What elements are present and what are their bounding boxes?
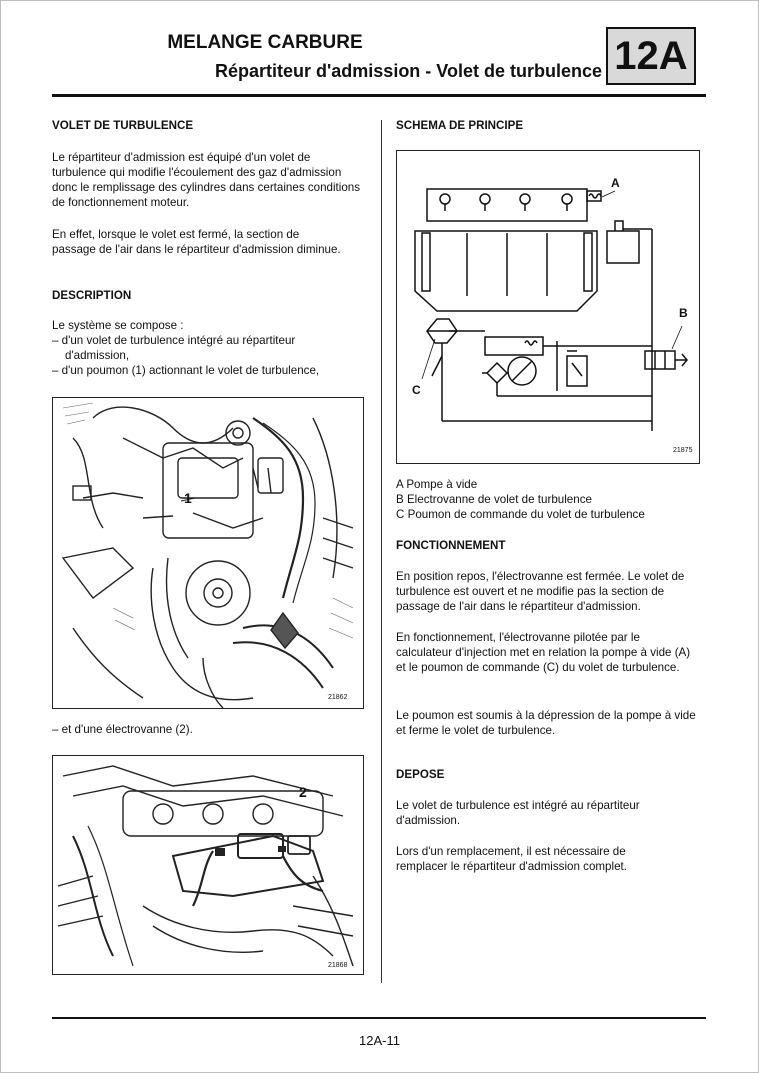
column-divider bbox=[381, 120, 382, 983]
page-subtitle: Répartiteur d'admission - Volet de turbulence bbox=[214, 61, 602, 81]
paragraph-fonctionnement: En fonctionnement, l'électrovanne pilotée par le calculateur d'injection met en relation la pompe à vide (A) et le poumon de commande (C) du volet de turbulence. bbox=[396, 631, 691, 674]
principle-diagram bbox=[396, 150, 700, 464]
paragraph-poumon: Le poumon est soumis à la dépression de la pompe à vide et ferme le volet de turbulence. bbox=[396, 709, 696, 737]
legend-item-a: A Pompe à vide bbox=[396, 478, 478, 491]
component-list bbox=[52, 333, 362, 378]
callout-1: 1 bbox=[184, 490, 192, 506]
list-item: – d'un poumon (1) actionnant le volet de turbulence, bbox=[52, 364, 320, 377]
section-badge: 12A bbox=[606, 27, 696, 85]
heading-fonctionnement: FONCTIONNEMENT bbox=[396, 539, 506, 552]
page-title: MELANGE CARBURE bbox=[167, 32, 363, 53]
paragraph-depose-2: Lors d'un remplacement, il est nécessaire de remplacer le répartiteur d'admission complet. bbox=[396, 845, 627, 873]
engine-photo-2 bbox=[52, 755, 364, 975]
figure-number: 21868 bbox=[328, 962, 348, 969]
legend-item-b: B Electrovanne de volet de turbulence bbox=[396, 493, 592, 506]
paragraph-depose-1: Le volet de turbulence est intégré au répartiteur d'admission. bbox=[396, 799, 640, 827]
list-item: – d'un volet de turbulence intégré au répartiteur d'admission, bbox=[52, 334, 296, 362]
heading-volet-turbulence: VOLET DE TURBULENCE bbox=[52, 119, 194, 132]
figure-number: 21875 bbox=[673, 447, 693, 454]
header-rule bbox=[52, 94, 706, 97]
list-item-electrovanne: – et d'une électrovanne (2). bbox=[52, 723, 193, 736]
engine-illustration-1 bbox=[53, 398, 363, 708]
diagram-label-b: B bbox=[679, 306, 688, 320]
legend-item-c: C Poumon de commande du volet de turbulence bbox=[396, 508, 645, 521]
footer-rule bbox=[52, 1017, 706, 1019]
list-intro: Le système se compose : bbox=[52, 319, 184, 332]
paragraph-intro: Le répartiteur d'admission est équipé d'un volet de turbulence qui modifie l'écoulement des gaz d'admission donc le remplissage des cylindres dans certaines conditions de fonctionnement moteur. bbox=[52, 151, 361, 209]
heading-depose: DEPOSE bbox=[396, 768, 445, 781]
diagram-legend bbox=[396, 477, 645, 522]
diagram-label-a: A bbox=[611, 176, 620, 190]
principle-schematic bbox=[397, 151, 699, 463]
heading-schema-principe: SCHEMA DE PRINCIPE bbox=[396, 119, 524, 132]
paragraph-repos: En position repos, l'électrovanne est fermée. Le volet de turbulence est ouvert et ne modifie pas la section de passage de l'air dans le répartiteur d'admission. bbox=[396, 570, 685, 613]
diagram-label-c: C bbox=[412, 383, 421, 397]
page-number: 12A-11 bbox=[359, 1033, 400, 1048]
engine-illustration-2 bbox=[53, 756, 363, 974]
callout-2: 2 bbox=[299, 784, 307, 800]
heading-description: DESCRIPTION bbox=[52, 289, 132, 302]
paragraph-effet: En effet, lorsque le volet est fermé, la section de passage de l'air dans le répartiteur d'admission diminue. bbox=[52, 228, 341, 256]
figure-number: 21862 bbox=[328, 694, 348, 701]
engine-photo-1 bbox=[52, 397, 364, 709]
